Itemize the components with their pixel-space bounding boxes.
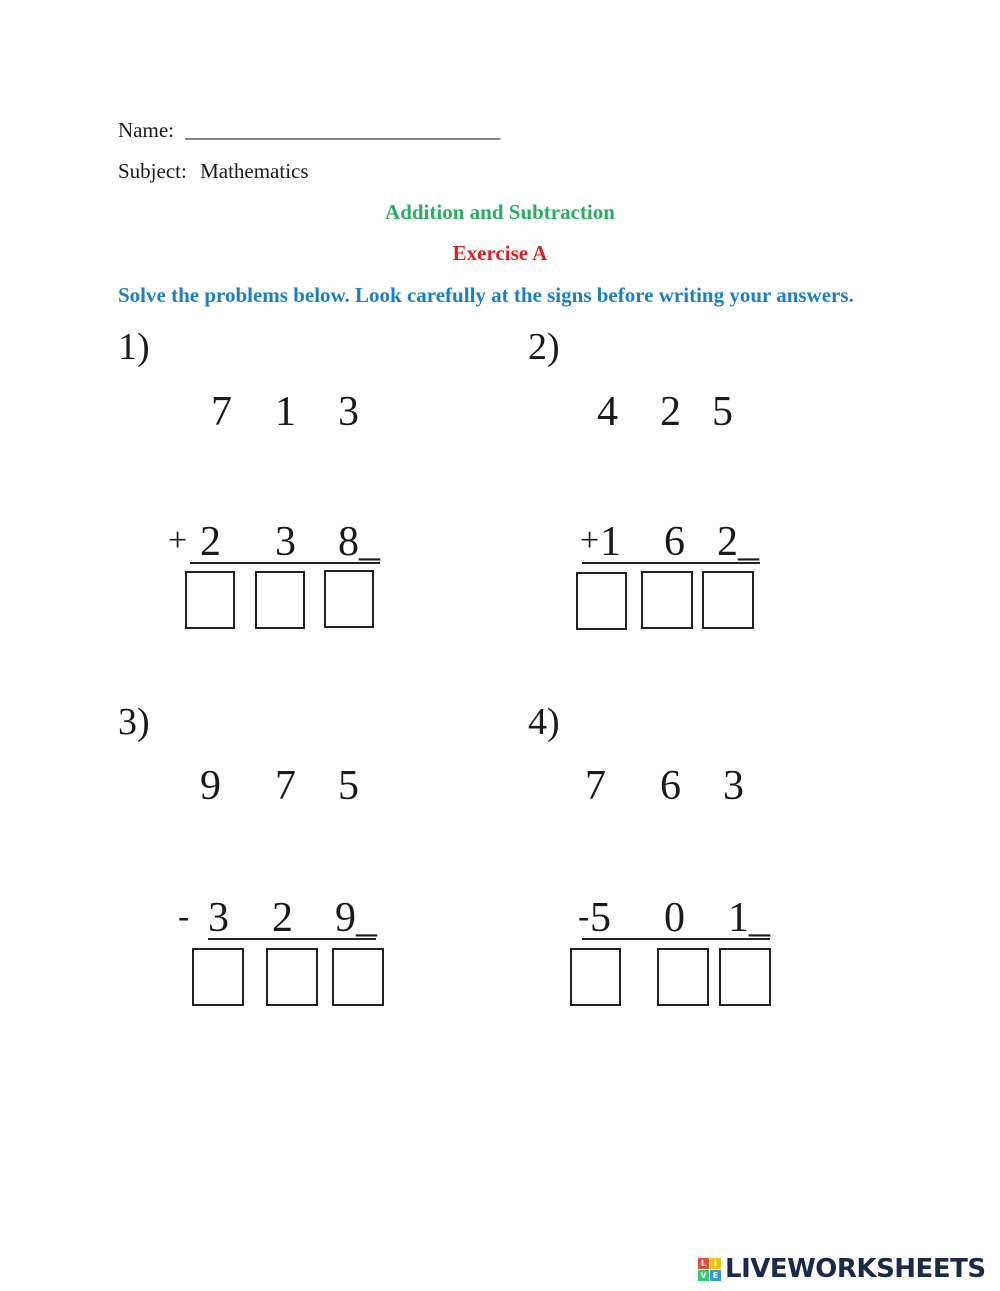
top-digit: 7 (211, 389, 232, 435)
instructions: Solve the problems below. Look carefully at the signs before writing your answers. (118, 283, 854, 307)
top-digit: 1 (275, 389, 296, 435)
problem-label: 4) (528, 701, 560, 743)
bottom-digit: 0 (664, 895, 685, 941)
subject-label: Subject: (118, 159, 187, 183)
logo-text: LIVEWORKSHEETS (725, 1254, 986, 1284)
answer-box[interactable] (255, 571, 305, 629)
answer-box[interactable] (641, 571, 693, 629)
answer-box[interactable] (657, 948, 709, 1006)
logo-mark-letter: V (698, 1270, 709, 1281)
top-digit: 3 (338, 389, 359, 435)
bottom-digit: 9_ (335, 895, 377, 941)
answer-box[interactable] (324, 570, 374, 628)
top-digit: 5 (338, 763, 359, 809)
answer-box[interactable] (266, 948, 318, 1006)
top-digit: 2 (660, 389, 681, 435)
answer-line (190, 562, 380, 564)
name-row (118, 118, 500, 143)
bottom-digit: 1_ (728, 895, 770, 941)
subject-row (118, 159, 309, 184)
answer-line (208, 938, 376, 940)
top-digit: 9 (200, 763, 221, 809)
answer-box[interactable] (332, 948, 384, 1006)
bottom-digit: 5 (590, 895, 611, 941)
top-digit: 4 (597, 389, 618, 435)
answer-box[interactable] (576, 572, 627, 630)
bottom-digit: 8_ (338, 519, 380, 565)
name-label: Name: (118, 118, 174, 142)
answer-box[interactable] (719, 948, 771, 1006)
answer-box[interactable] (702, 571, 754, 629)
name-blank[interactable]: ______________________________ (185, 118, 501, 142)
answer-line (582, 938, 770, 940)
answer-line (582, 562, 760, 564)
top-digit: 7 (585, 763, 606, 809)
subject-value: Mathematics (200, 159, 309, 183)
exercise-title: Exercise A (452, 241, 548, 265)
top-digit: 5 (712, 389, 733, 435)
answer-box[interactable] (570, 948, 621, 1006)
operator-sign: + (580, 522, 600, 559)
bottom-digit: 3 (208, 895, 229, 941)
logo-mark-letter: I (710, 1258, 721, 1269)
top-digit: 3 (723, 763, 744, 809)
liveworksheets-logo (698, 1254, 986, 1284)
top-digit: 7 (275, 763, 296, 809)
worksheet-title: Addition and Subtraction (385, 200, 615, 224)
operator-sign: - (578, 898, 590, 935)
bottom-digit: 2 (272, 895, 293, 941)
answer-box[interactable] (185, 571, 235, 629)
bottom-digit: 2 (200, 519, 221, 565)
problem-label: 3) (118, 701, 150, 743)
problem-label: 2) (528, 326, 560, 368)
logo-mark-letter: E (710, 1270, 721, 1281)
bottom-digit: 1 (600, 519, 621, 565)
operator-sign: - (178, 898, 190, 935)
operator-sign: + (168, 522, 188, 559)
bottom-digit: 6 (664, 519, 685, 565)
logo-mark-letter: L (698, 1258, 709, 1269)
bottom-digit: 2_ (717, 519, 759, 565)
bottom-digit: 3 (275, 519, 296, 565)
problem-label: 1) (118, 326, 150, 368)
top-digit: 6 (660, 763, 681, 809)
answer-box[interactable] (192, 948, 244, 1006)
logo-mark-icon (698, 1258, 721, 1281)
